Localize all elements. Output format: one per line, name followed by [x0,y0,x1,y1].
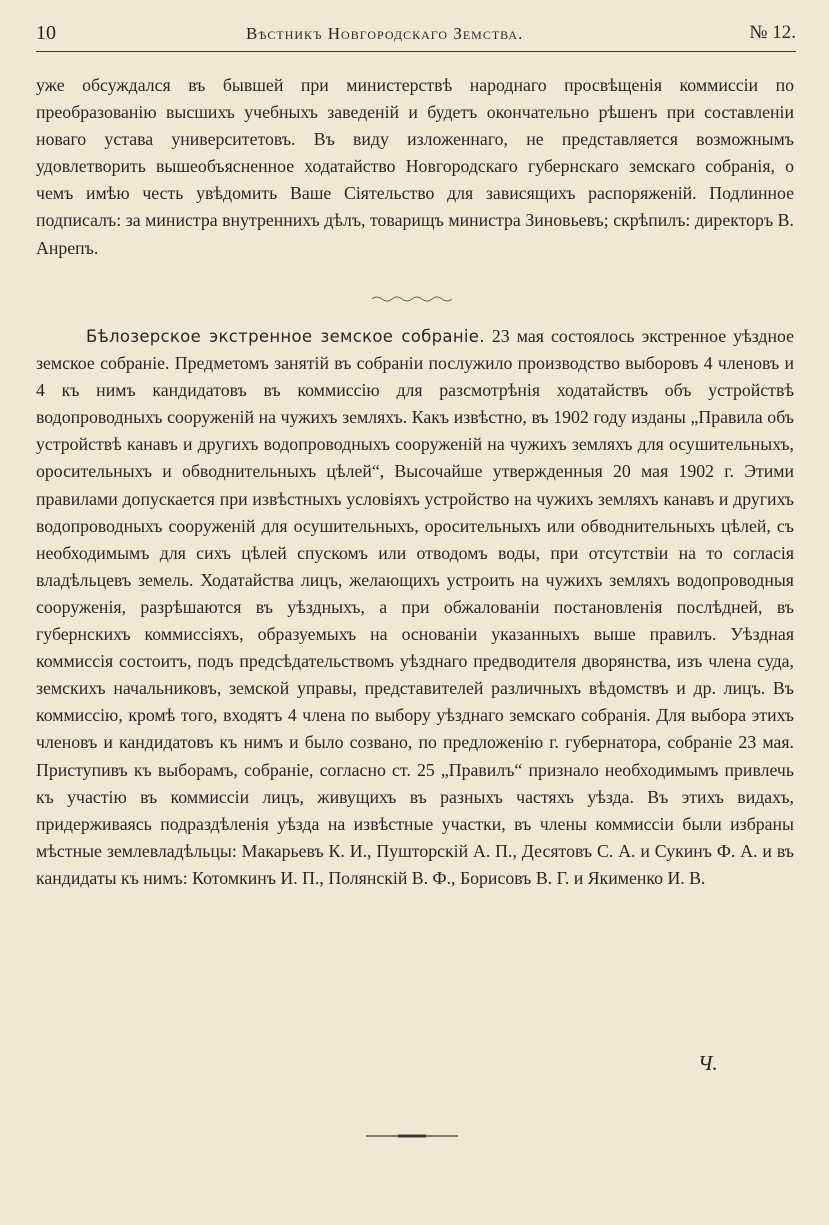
continued-paragraph [36,72,794,262]
page-header [36,22,796,50]
article-paragraph [36,323,794,892]
article [36,323,794,892]
article-heading: Бѣлозерское экстренное земское собраніе. [86,327,485,346]
page-number: 10 [36,22,56,44]
paragraph-text: уже обсуждался въ бывшей при министерствѣ народнаго просвѣщенія коммиссіи по преобразованію высшихъ учебныхъ заведеній и будетъ окончательно рѣшенъ при составленіи новаго устава университетовъ. Въ виду изложеннаго, не представляется возможнымъ удовлетворить вышеобъясненное ходатайство Новгородскаго губернскаго земскаго собранія, о чемъ имѣю честь увѣдомить Ваше Сіятельство для зависящихъ распоряженій. Подлинное подписалъ: за министра внутреннихъ дѣлъ, товарищъ министра Зиновьевъ; скрѣпилъ: директоръ В. Анрепъ. [36,75,794,258]
wavy-divider [372,294,452,304]
header-rule [36,51,796,52]
author-signature: Ч. [698,1051,718,1075]
article-text: 23 мая состоялось экстренное уѣздное земское собраніе. Предметомъ занятій въ собраніи послужило производство выборовъ 4 членовъ и 4 къ нимъ кандидатовъ въ коммиссію для разсмотрѣнія ходатайствъ объ устройствѣ водопроводныхъ сооруженій на чужихъ земляхъ. Какъ извѣстно, въ 1902 году изданы „Правила объ устройствѣ канавъ и другихъ водопроводныхъ сооруженій на чужихъ земляхъ для осушительныхъ, оросительныхъ и обводнительныхъ цѣлей“, Высочайше утвержденныя 20 мая 1902 г. Этими правилами допускается при извѣстныхъ условіяхъ устройство на чужихъ земляхъ канавъ и другихъ водопроводныхъ сооруженій для осушительныхъ, оросительныхъ или обводнительныхъ цѣлей, съ необходимымъ для сихъ цѣлей спускомъ или отводомъ воды, при отсутствіи на то согласія владѣльцевъ земель. Ходатайства лицъ, желающихъ устроить на чужихъ земляхъ водопроводныя сооруженія, разрѣшаются въ уѣздныхъ, а при обжалованіи постановленія послѣдней, въ губернскихъ коммиссіяхъ, образуемыхъ на основаніи указанныхъ выше правилъ. Уѣздная коммиссія состоитъ, подъ предсѣдательствомъ уѣзднаго предводителя дворянства, изъ члена суда, земскихъ начальниковъ, земской управы, представителей различныхъ вѣдомствъ и др. лицъ. Въ коммиссію, кромѣ того, входятъ 4 члена по выбору уѣзднаго земскаго собранія. Для выбора этихъ членовъ и кандидатовъ къ нимъ и было созвано, по предложенію г. губернатора, собраніе 23 мая. Приступивъ къ выборамъ, собраніе, согласно ст. 25 „Правилъ“ признало необходимымъ привлечь къ участію въ коммиссіи лицъ, живущихъ въ разныхъ частяхъ уѣзда. Въ этихъ видахъ, придерживаясь подраздѣленія уѣзда на извѣстные участки, въ члены коммиссіи были избраны мѣстные землевладѣльцы: Макарьевъ К. И., Пушторскій А. П., Десятовъ С. А. и Сукинъ Ф. А. и въ кандидаты къ нимъ: Котомкинъ И. П., Полянскій В. Ф., Борисовъ В. Г. и Якименко И. В. [36,326,794,888]
end-divider [362,1133,462,1139]
issue-number: № 12. [749,22,796,43]
running-title: Вѣстникъ Новгородскаго Земства. [246,24,524,43]
